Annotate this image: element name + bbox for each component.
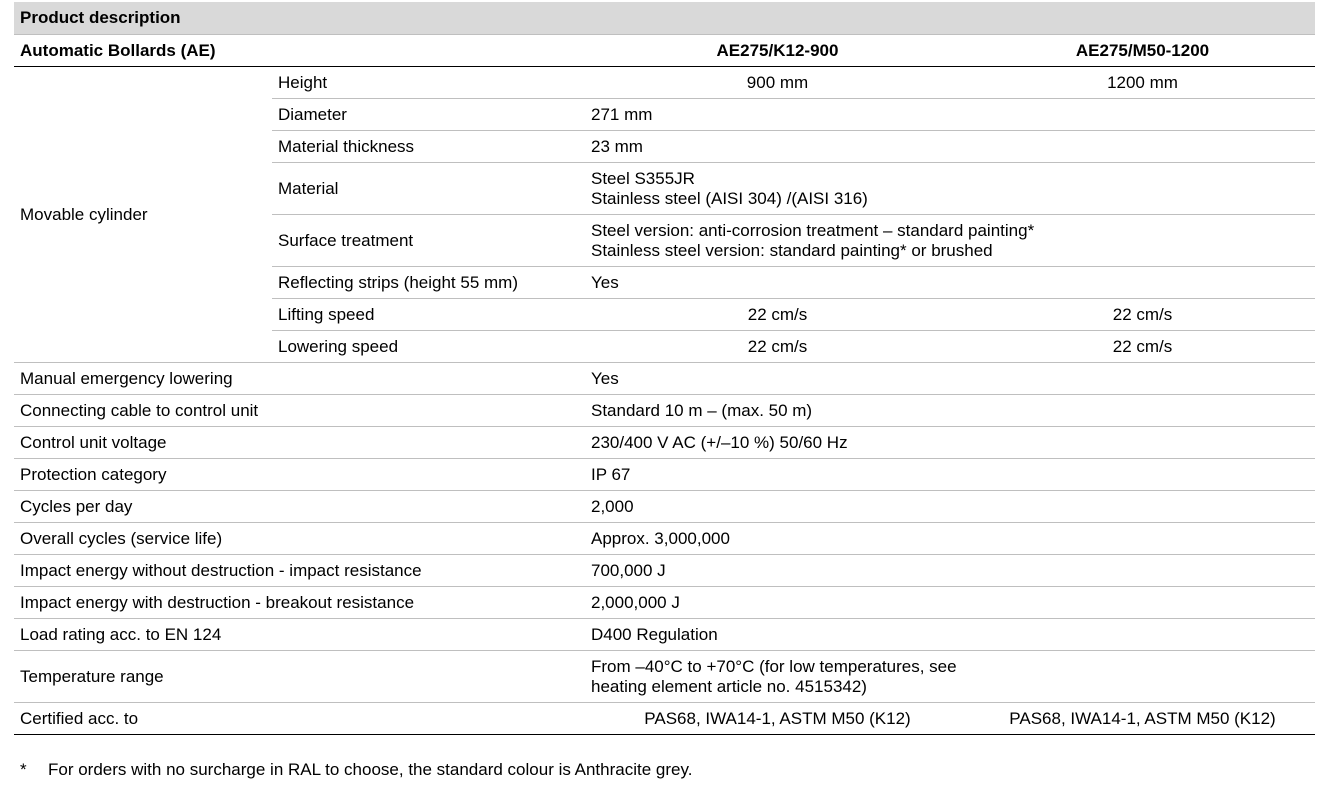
row-value-b: 22 cm/s bbox=[970, 331, 1315, 363]
row-label: Impact energy without destruction - impact resistance bbox=[14, 555, 585, 587]
table-row bbox=[14, 651, 1315, 703]
row-label: Material bbox=[272, 163, 585, 215]
row-value: Standard 10 m – (max. 50 m) bbox=[585, 395, 1315, 427]
row-label: Material thickness bbox=[272, 131, 585, 163]
row-value: 2,000 bbox=[585, 491, 1315, 523]
row-value-b: 1200 mm bbox=[970, 67, 1315, 99]
title-row bbox=[14, 2, 1315, 35]
row-value-a: 22 cm/s bbox=[585, 299, 970, 331]
row-label: Manual emergency lowering bbox=[14, 363, 585, 395]
row-value: 700,000 J bbox=[585, 555, 1315, 587]
table-row bbox=[14, 523, 1315, 555]
row-value: D400 Regulation bbox=[585, 619, 1315, 651]
row-value-line: heating element article no. 4515342) bbox=[591, 676, 867, 696]
row-value-b: 22 cm/s bbox=[970, 299, 1315, 331]
footnote-mark: * bbox=[20, 760, 27, 779]
table-row bbox=[14, 491, 1315, 523]
row-label: Impact energy with destruction - breakout resistance bbox=[14, 587, 585, 619]
row-value: Yes bbox=[585, 267, 1315, 299]
row-value-a: 22 cm/s bbox=[585, 331, 970, 363]
table-row bbox=[14, 587, 1315, 619]
footnote bbox=[20, 760, 692, 780]
model-b-header: AE275/M50-1200 bbox=[970, 35, 1315, 67]
row-label: Temperature range bbox=[14, 651, 585, 703]
row-value: Yes bbox=[585, 363, 1315, 395]
row-value-line: From –40°C to +70°C (for low temperatures, see bbox=[591, 656, 957, 676]
group-label: Movable cylinder bbox=[14, 67, 272, 363]
row-value-line: Steel S355JR bbox=[591, 168, 695, 188]
row-value bbox=[585, 163, 1315, 215]
row-value-b: PAS68, IWA14-1, ASTM M50 (K12) bbox=[970, 703, 1315, 735]
table-row bbox=[14, 459, 1315, 491]
row-label: Protection category bbox=[14, 459, 585, 491]
row-value-line: Stainless steel version: standard painting* or brushed bbox=[591, 240, 993, 260]
model-a-header: AE275/K12-900 bbox=[585, 35, 970, 67]
row-value: 230/400 V AC (+/–10 %) 50/60 Hz bbox=[585, 427, 1315, 459]
row-value-a: PAS68, IWA14-1, ASTM M50 (K12) bbox=[585, 703, 970, 735]
spec-table bbox=[14, 2, 1315, 735]
row-label: Lifting speed bbox=[272, 299, 585, 331]
table-row bbox=[14, 703, 1315, 735]
row-label: Cycles per day bbox=[14, 491, 585, 523]
row-value bbox=[585, 651, 1315, 703]
row-value: 23 mm bbox=[585, 131, 1315, 163]
table-title: Product description bbox=[14, 2, 1315, 35]
row-label: Reflecting strips (height 55 mm) bbox=[272, 267, 585, 299]
row-label: Surface treatment bbox=[272, 215, 585, 267]
row-value-line: Stainless steel (AISI 304) /(AISI 316) bbox=[591, 188, 868, 208]
table-row bbox=[14, 619, 1315, 651]
row-value: 2,000,000 J bbox=[585, 587, 1315, 619]
table-row bbox=[14, 67, 1315, 99]
table-row bbox=[14, 363, 1315, 395]
row-value bbox=[585, 215, 1315, 267]
row-value-line: Steel version: anti-corrosion treatment – standard painting* bbox=[591, 220, 1035, 240]
row-value: 271 mm bbox=[585, 99, 1315, 131]
footnote-text: For orders with no surcharge in RAL to choose, the standard colour is Anthracite grey. bbox=[48, 760, 693, 779]
row-label: Lowering speed bbox=[272, 331, 585, 363]
row-value-a: 900 mm bbox=[585, 67, 970, 99]
row-label: Diameter bbox=[272, 99, 585, 131]
row-label: Certified acc. to bbox=[14, 703, 585, 735]
row-label: Height bbox=[272, 67, 585, 99]
row-label: Control unit voltage bbox=[14, 427, 585, 459]
header-label: Automatic Bollards (AE) bbox=[14, 35, 585, 67]
row-label: Load rating acc. to EN 124 bbox=[14, 619, 585, 651]
header-row bbox=[14, 35, 1315, 67]
row-value: Approx. 3,000,000 bbox=[585, 523, 1315, 555]
product-spec-sheet bbox=[14, 2, 1315, 735]
row-value: IP 67 bbox=[585, 459, 1315, 491]
row-label: Overall cycles (service life) bbox=[14, 523, 585, 555]
row-label: Connecting cable to control unit bbox=[14, 395, 585, 427]
table-row bbox=[14, 555, 1315, 587]
table-row bbox=[14, 427, 1315, 459]
table-row bbox=[14, 395, 1315, 427]
